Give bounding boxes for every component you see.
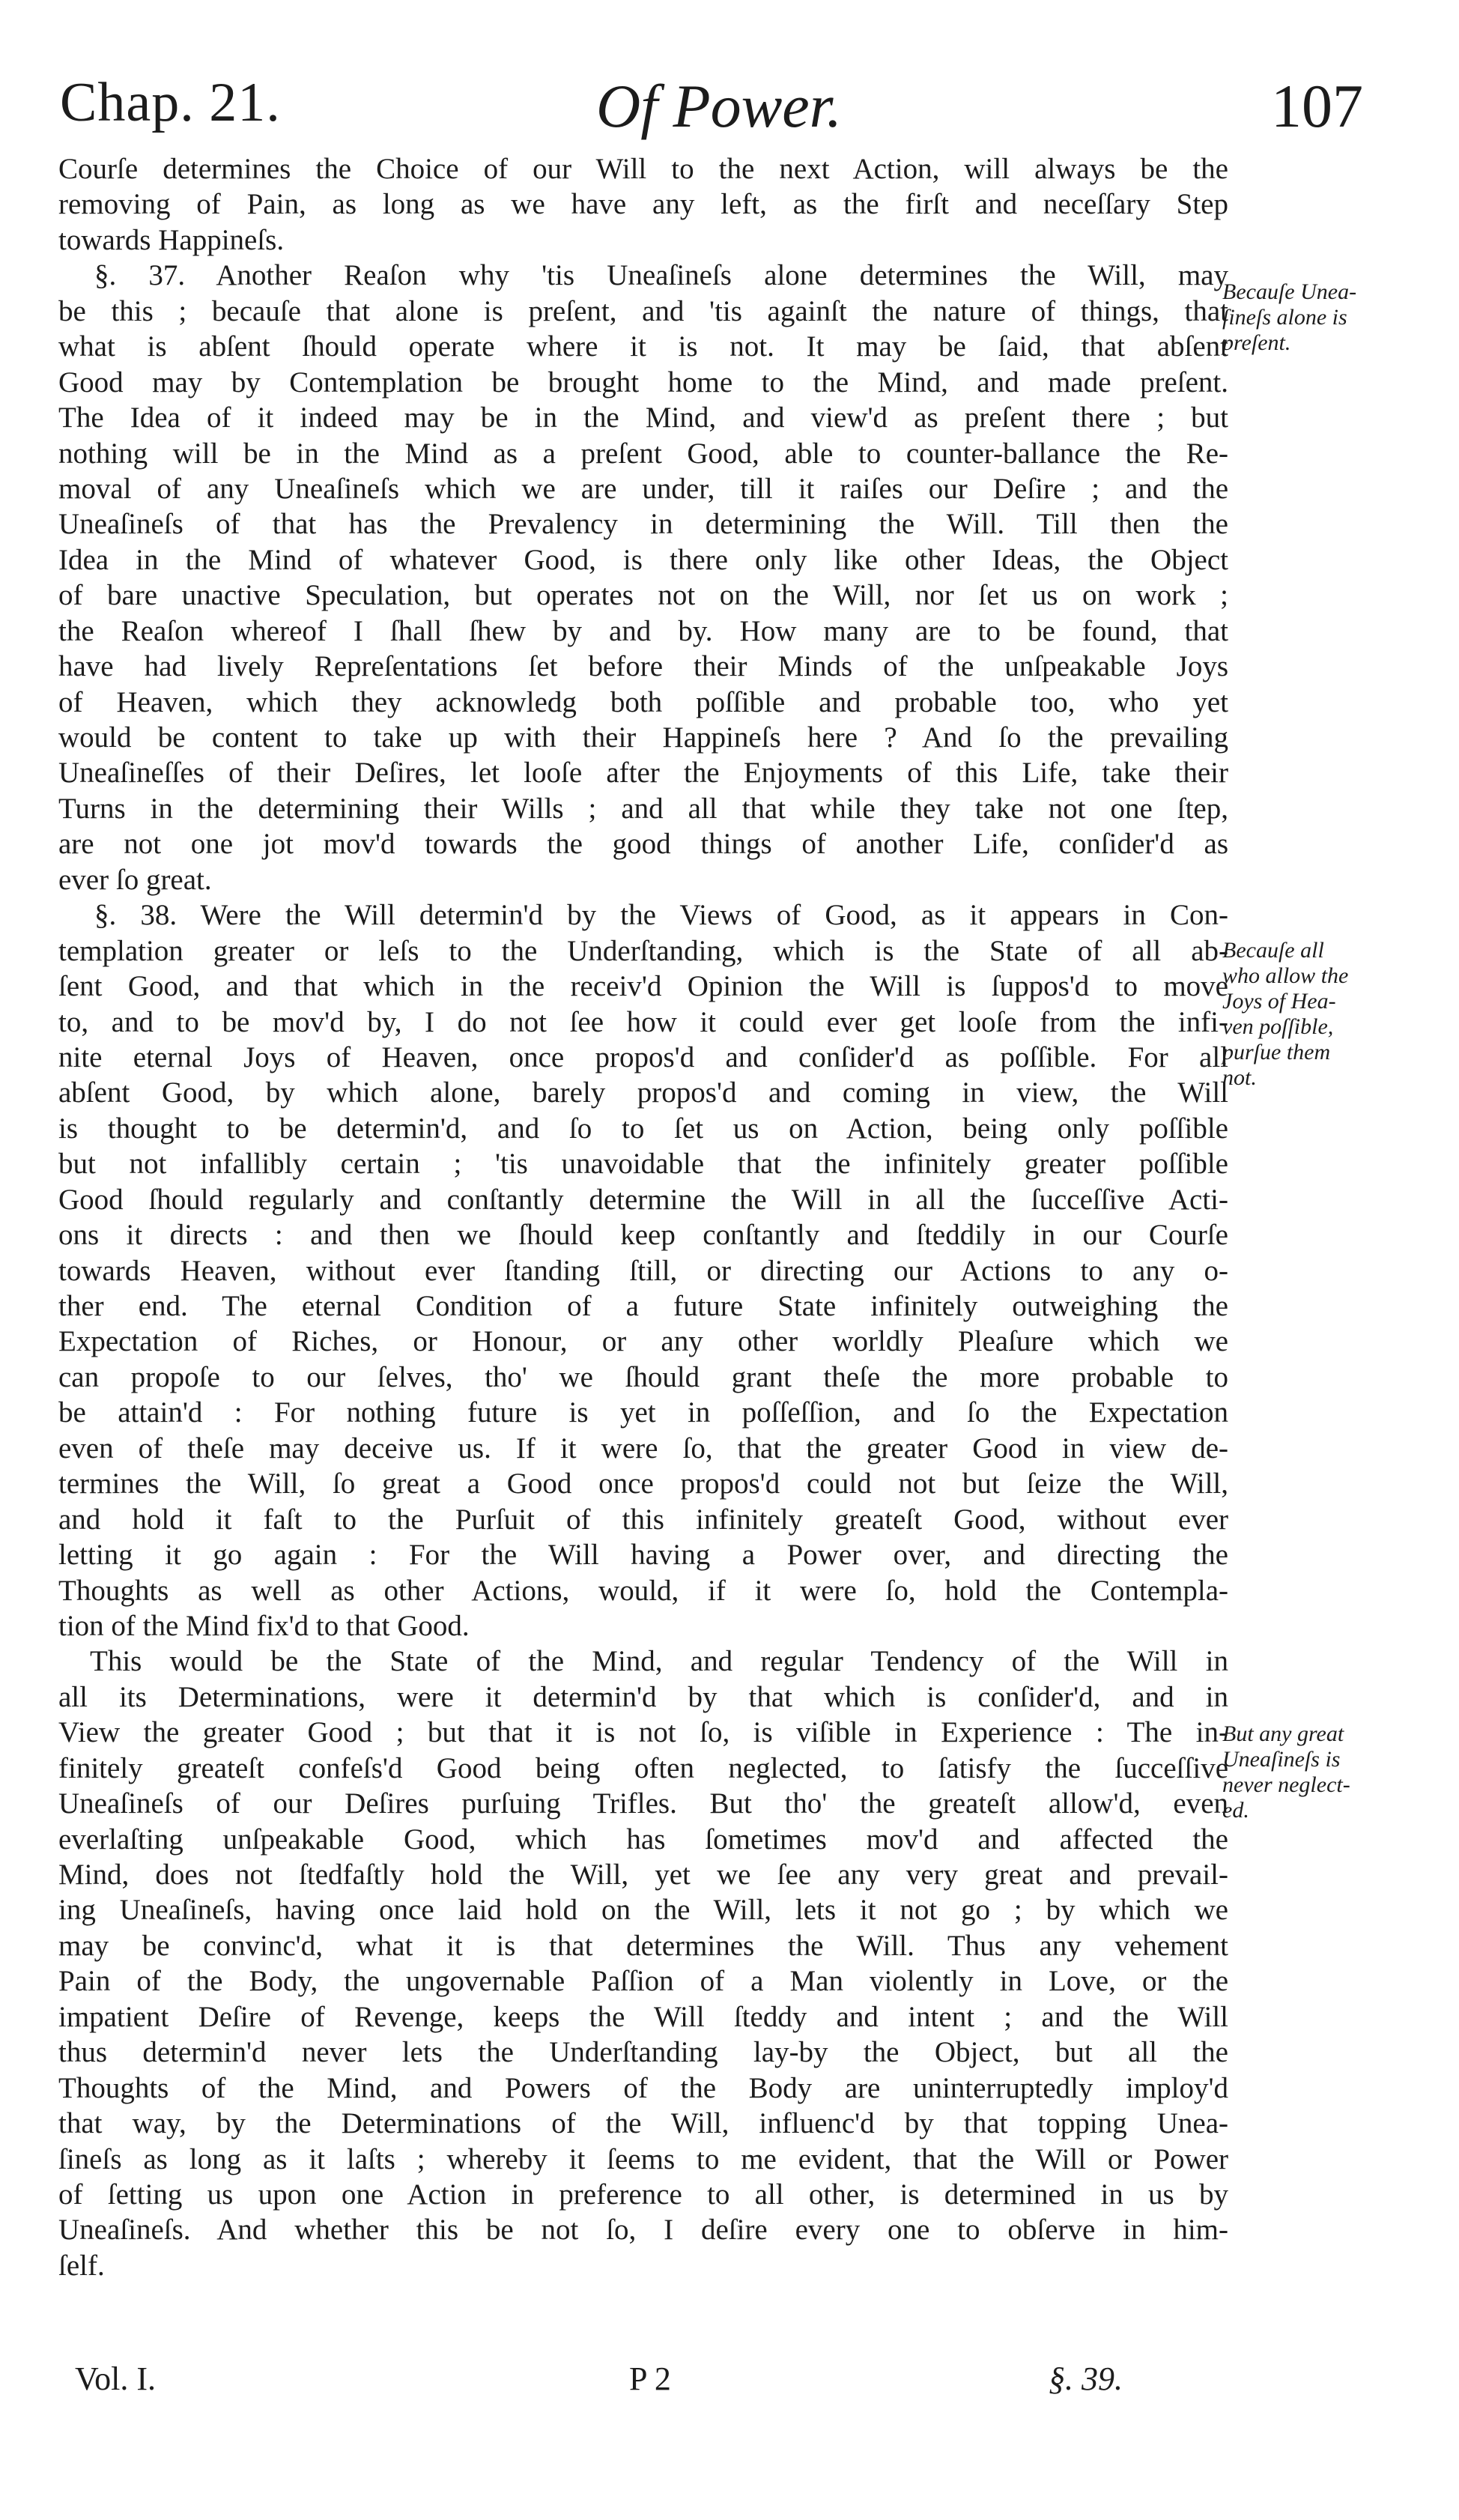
marginal-line: not.	[1222, 1065, 1257, 1090]
signature-mark: P 2	[629, 2360, 671, 2397]
text-line: what is abſent ſhould operate where it is not. It may be ſaid, that abſent	[58, 330, 1228, 363]
marginal-note-39	[1222, 1721, 1395, 1823]
marginal-line: Uneaſineſs is	[1222, 1747, 1341, 1772]
text-line: of bare unactive Speculation, but operates not on the Will, nor ſet us on work ;	[58, 579, 1228, 612]
text-line: abſent Good, by which alone, barely propos'd and coming in view, the Will	[58, 1076, 1228, 1109]
text-line: termines the Will, ſo great a Good once propos'd could not but ſeize the Will,	[58, 1468, 1228, 1500]
marginal-line: ven poſſible,	[1222, 1014, 1334, 1039]
text-line: even of theſe may deceive us. If it were ſo, that the greater Good in view de-	[58, 1432, 1228, 1465]
marginal-line: But any great	[1222, 1721, 1344, 1746]
text-line: removing of Pain, as long as we have any left, as the firſt and neceſſary Step	[58, 188, 1228, 221]
text-line: §. 38. Were the Will determin'd by the Views of Good, as it appears in Con-	[94, 899, 1228, 932]
text-line: the Reaſon whereof I ſhall ſhew by and by. How many are to be found, that	[58, 614, 1228, 647]
text-line: ing Uneaſineſs, having once laid hold on the Will, lets it not go ; by which we	[58, 1894, 1228, 1927]
text-line: The Idea of it indeed may be in the Mind, and view'd as preſent there ; but	[58, 402, 1228, 434]
page-number: 107	[1271, 72, 1363, 140]
marginal-line: preſent.	[1222, 330, 1291, 355]
text-line: thus determin'd never lets the Underſtanding lay-by the Object, but all the	[58, 2036, 1228, 2069]
marginal-line: ed.	[1222, 1798, 1249, 1823]
text-line: moval of any Uneaſineſs which we are under, till it raiſes our Deſire ; and the	[58, 472, 1228, 505]
marginal-line: who allow the	[1222, 963, 1349, 988]
text-body	[58, 151, 1228, 2283]
text-line: and hold it faſt to the Purſuit of this infinitely greateſt Good, without ever	[58, 1503, 1228, 1536]
text-line: everlaſting unſpeakable Good, which has ſometimes mov'd and affected the	[58, 1823, 1228, 1856]
text-line: This would be the State of the Mind, and regular Tendency of the Will in	[90, 1645, 1228, 1678]
running-header	[60, 71, 1363, 154]
text-line: tion of the Mind fix'd to that Good.	[58, 1609, 470, 1642]
text-line: of ſetting us upon one Action in preference to all other, is determined in us by	[58, 2178, 1228, 2211]
text-line: Uneaſineſs of that has the Prevalency in determining the Will. Till then the	[58, 508, 1228, 541]
text-line: are not one jot mov'd towards the good things of another Life, conſider'd as	[58, 828, 1228, 861]
text-line: ever ſo great.	[58, 863, 212, 896]
text-line: Courſe determines the Choice of our Will to the next Action, will always be the	[58, 153, 1228, 185]
text-line: templation greater or leſs to the Underſtanding, which is the State of all ab-	[58, 934, 1228, 967]
text-line: Expectation of Riches, or Honour, or any other worldly Pleaſure which we	[58, 1325, 1228, 1358]
marginal-line: Becauſe all	[1222, 938, 1324, 963]
volume-label: Vol. I.	[75, 2360, 156, 2397]
marginal-line: ſineſs alone is	[1222, 305, 1347, 330]
text-line: be this ; becauſe that alone is preſent, and 'tis againſt the nature of things, that	[58, 294, 1228, 327]
text-line: finitely greateſt confeſs'd Good being often neglected, to ſatisfy the ſucceſſive	[58, 1751, 1228, 1784]
marginal-line: Joys of Hea-	[1222, 989, 1336, 1014]
text-line: towards Happineſs.	[58, 223, 285, 256]
text-line: Uneaſineſſes of their Deſires, let looſe after the Enjoyments of this Life, take their	[58, 757, 1228, 790]
text-line: Thoughts of the Mind, and Powers of the Body are uninterruptedly imploy'd	[58, 2071, 1228, 2104]
text-line: that way, by the Determinations of the Will, influenc'd by that topping Unea-	[58, 2107, 1228, 2140]
chapter-label: Chap. 21.	[60, 72, 281, 133]
catchword: §. 39.	[1049, 2360, 1123, 2397]
text-line: nite eternal Joys of Heaven, once propos'd and conſider'd as poſſible. For all	[58, 1041, 1228, 1073]
text-line: Turns in the determining their Wills ; and all that while they take not one ſtep,	[58, 792, 1228, 825]
text-line: Uneaſineſs. And whether this be not ſo, I deſire every one to obſerve in him-	[58, 2214, 1228, 2247]
text-line: towards Heaven, without ever ſtanding ſtill, or directing our Actions to any o-	[58, 1254, 1228, 1287]
text-line: of Heaven, which they acknowledg both poſſible and probable too, who yet	[58, 685, 1228, 718]
text-line: ſelf.	[58, 2249, 105, 2282]
marginal-note-37	[1222, 279, 1395, 356]
text-line: §. 37. Another Reaſon why 'tis Uneaſineſs alone determines the Will, may	[94, 259, 1228, 292]
text-line: Good may by Contemplation be brought home to the Mind, and made preſent.	[58, 366, 1228, 399]
text-line: can propoſe to our ſelves, tho' we ſhould grant theſe the more probable to	[58, 1360, 1228, 1393]
marginal-line: purſue them	[1222, 1040, 1331, 1064]
text-line: View the greater Good ; but that it is not ſo, is viſible in Experience : The in-	[58, 1716, 1228, 1749]
page-title: Of Power.	[596, 72, 842, 140]
text-line: have had lively Repreſentations ſet before their Minds of the unſpeakable Joys	[58, 650, 1228, 683]
text-line: is thought to be determin'd, and ſo to ſet us on Action, being only poſſible	[58, 1112, 1228, 1145]
text-line: be attain'd : For nothing future is yet in poſſeſſion, and ſo the Expectation	[58, 1396, 1228, 1429]
text-line: ſineſs as long as it laſts ; whereby it ſeems to me evident, that the Will or Power	[58, 2142, 1228, 2175]
text-line: ther end. The eternal Condition of a future State infinitely outweighing the	[58, 1290, 1228, 1322]
text-line: Mind, does not ſtedfaſtly hold the Will, yet we ſee any very great and prevail-	[58, 1859, 1228, 1891]
text-line: Good ſhould regularly and conſtantly determine the Will in all the ſucceſſive Acti-	[58, 1183, 1228, 1216]
text-line: letting it go again : For the Will having a Power over, and directing the	[58, 1539, 1228, 1572]
text-line: all its Determinations, were it determin'd by that which is conſider'd, and in	[58, 1680, 1228, 1713]
marginal-line: never neglect-	[1222, 1772, 1350, 1797]
marginal-note-38	[1222, 938, 1395, 1091]
text-line: would be content to take up with their Happineſs here ? And ſo the prevailing	[58, 721, 1228, 754]
text-line: to, and to be mov'd by, I do not ſee how it could ever get looſe from the infi-	[58, 1005, 1228, 1038]
page-footer	[75, 2360, 1378, 2412]
marginal-line: Becauſe Unea-	[1222, 279, 1357, 304]
text-line: ons it directs : and then we ſhould keep conſtantly and ſteddily in our Courſe	[58, 1219, 1228, 1252]
text-line: impatient Deſire of Revenge, keeps the Will ſteddy and intent ; and the Will	[58, 2000, 1228, 2033]
text-line: but not infallibly certain ; 'tis unavoidable that the infinitely greater poſſible	[58, 1148, 1228, 1181]
text-line: Pain of the Body, the ungovernable Paſſion of a Man violently in Love, or the	[58, 1965, 1228, 1998]
text-line: Thoughts as well as other Actions, would, if it were ſo, hold the Contempla-	[58, 1574, 1228, 1607]
text-line: Uneaſineſs of our Deſires purſuing Trifles. But tho' the greateſt allow'd, even	[58, 1787, 1228, 1820]
text-line: may be convinc'd, what it is that determines the Will. Thus any vehement	[58, 1929, 1228, 1962]
text-line: nothing will be in the Mind as a preſent Good, able to counter-ballance the Re-	[58, 437, 1228, 470]
text-line: ſent Good, and that which in the receiv'd Opinion the Will is ſuppos'd to move	[58, 970, 1228, 1003]
text-line: Idea in the Mind of whatever Good, is there only like other Ideas, the Object	[58, 543, 1228, 576]
